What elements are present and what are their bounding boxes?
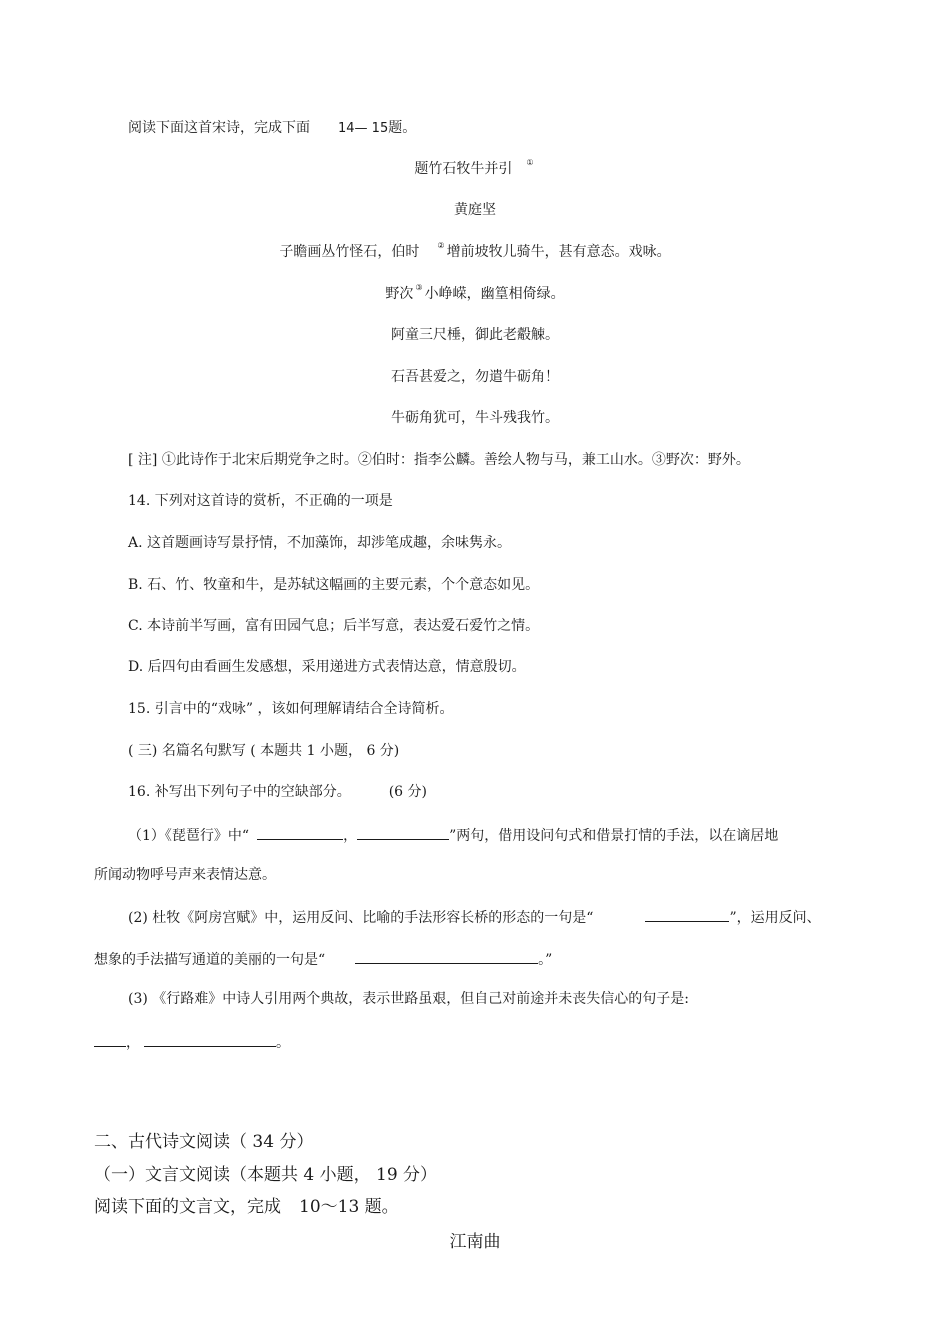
- q16-p2-end: 。”: [538, 952, 553, 968]
- q16-p2-suffix: ”，运用反问、: [729, 910, 821, 926]
- poem-title-note: ①: [526, 158, 534, 167]
- q16-p1-blank-2[interactable]: [357, 825, 449, 840]
- q14-option-b: B. 石、竹、牧童和牛，是苏轼这幅画的主要元素，个个意态如见。: [128, 577, 540, 593]
- preface-part-a: 子瞻画丛竹怪石，伯时: [279, 244, 420, 260]
- passage-title: 江南曲: [449, 1232, 501, 1252]
- q16-score: (6 分): [388, 784, 427, 800]
- q16-p1-prefix: （1）《琵琶行》中“: [128, 828, 250, 844]
- poem-line-4: 牛砺角犹可，牛斗残我竹。: [391, 410, 559, 426]
- preface-part-b: 增前坡牧儿骑牛，甚有意态。戏咏。: [446, 244, 671, 260]
- intro-text: 阅读下面这首宋诗，完成下面: [128, 120, 310, 136]
- q16-p2-blank-1[interactable]: [645, 907, 729, 922]
- intro-line: [128, 119, 416, 138]
- poem-title-line: [0, 160, 950, 180]
- preface-note: ②: [437, 241, 445, 250]
- q14-option-a: A. 这首题画诗写景抒情，不加藻饰，却涉笔成趣，余味隽永。: [128, 535, 512, 551]
- poem-author: 黄庭坚: [454, 202, 496, 218]
- q16-stem-line: [128, 783, 427, 801]
- q16-p3-blank-2[interactable]: [144, 1032, 276, 1047]
- poem-line-2: 阿童三尺棰，御此老觳觫。: [391, 327, 559, 343]
- instruction-text: 阅读下面的文言文，完成: [94, 1197, 281, 1217]
- q16-part3-line: (3) 《行路难》中诗人引用两个典故，表示世路虽艰，但自己对前途并未丧失信心的句子是:: [128, 991, 689, 1007]
- instruction-range: 10～13 题。: [299, 1197, 399, 1217]
- poem-line-3: 石吾甚爱之，勿遣牛砺角！: [391, 369, 559, 385]
- part-2-instruction: [94, 1196, 399, 1218]
- poem-annotation: [ 注] ①此诗作于北宋后期党争之时。②伯时：指李公麟。善绘人物与马，兼工山水。③野次：野外。: [128, 452, 750, 468]
- q16-p1-blank-1[interactable]: [257, 825, 343, 840]
- intro-suffix: 题。: [388, 120, 417, 136]
- line1-note: ③: [415, 283, 423, 292]
- q14-stem: 14. 下列对这首诗的赏析，不正确的一项是: [128, 493, 393, 509]
- q16-part2-cont: [94, 949, 552, 969]
- line1-part-b: 小峥嵘，幽篁相倚绿。: [424, 286, 565, 302]
- part-2-heading: 二、古代诗文阅读（ 34 分）: [94, 1132, 314, 1152]
- q16-part1-cont: 所闻动物呼号声来表情达意。: [94, 867, 276, 883]
- q14-option-d: D. 后四句由看画生发感想，采用递进方式表情达意，情意殷切。: [128, 659, 526, 675]
- section-3-heading: ( 三) 名篇名句默写 ( 本题共 1 小题， 6 分): [128, 743, 400, 759]
- q16-part1-line: [128, 825, 778, 845]
- q16-part2-line: [128, 907, 821, 927]
- q16-p1-suffix: ”两句，借用设问句式和借景打情的手法，以在谪居地: [449, 828, 779, 844]
- q16-p2-prefix: (2) 杜牧《阿房宫赋》中，运用反问、比喻的手法形容长桥的形态的一句是“: [128, 910, 594, 926]
- poem-preface: [0, 243, 950, 263]
- q16-p3-end: 。: [276, 1035, 290, 1051]
- line1-part-a: 野次: [385, 286, 414, 302]
- poem-title: 题竹石牧牛并引: [414, 161, 513, 177]
- part-2-subheading: （一）文言文阅读（本题共 4 小题， 19 分）: [94, 1165, 438, 1185]
- q16-p2-blank-2[interactable]: [355, 949, 538, 964]
- q15-stem: 15. 引言中的“戏咏” ，该如何理解请结合全诗简析。: [128, 701, 454, 717]
- q16-p1-comma: ，: [343, 828, 358, 844]
- poem-line-1: [0, 285, 950, 305]
- q14-option-c: C. 本诗前半写画，富有田园气息；后半写意，表达爱石爱竹之情。: [128, 618, 540, 634]
- q16-p3-comma: ，: [126, 1035, 140, 1051]
- q16-p2-prefix-2: 想象的手法描写通道的美丽的一句是“: [94, 952, 326, 968]
- intro-range: 14— 15: [338, 121, 389, 136]
- q16-stem: 16. 补写出下列句子中的空缺部分。: [128, 784, 351, 800]
- q16-p3-blank-1[interactable]: [94, 1032, 126, 1047]
- q16-part3-blanks: [94, 1032, 290, 1052]
